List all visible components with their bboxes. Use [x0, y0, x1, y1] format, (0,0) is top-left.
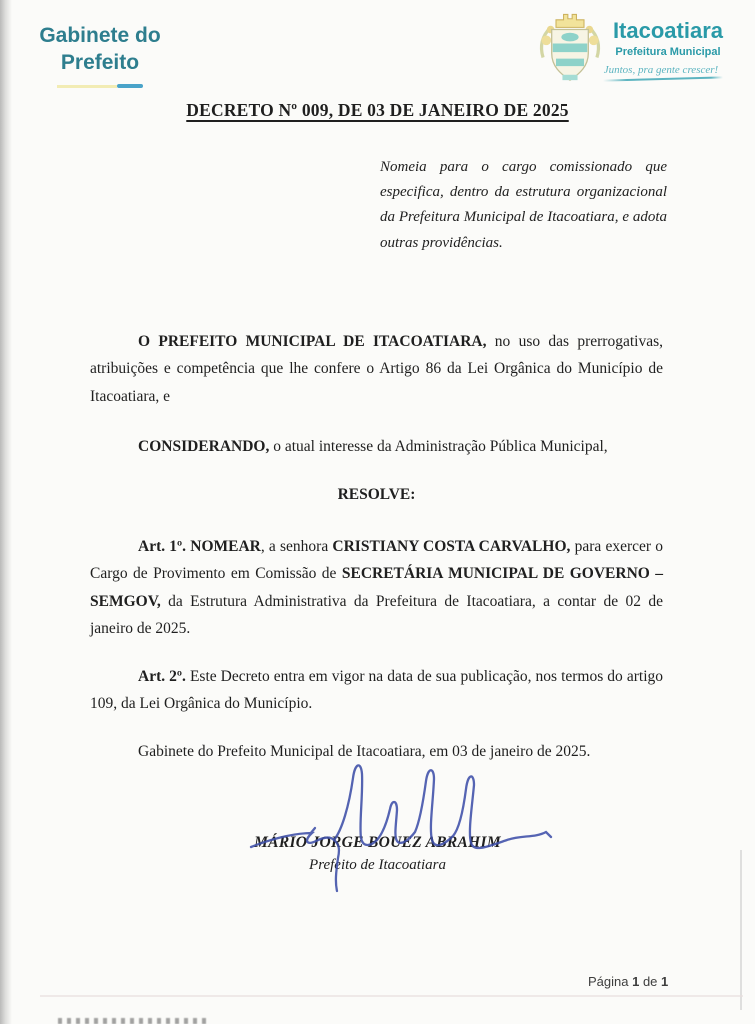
page-number-current: 1 [632, 974, 640, 989]
coat-of-arms-icon [531, 8, 609, 92]
accent-yellow-bar [57, 85, 117, 88]
office-name-line2: Prefeito [60, 51, 140, 75]
article-2-number: Art. 2º. [138, 667, 186, 685]
article-1-paragraph [90, 533, 663, 643]
municipal-logo [531, 8, 723, 92]
page-number-of: de [639, 974, 662, 989]
considering-paragraph [90, 433, 663, 461]
cropped-text-artifact [58, 1018, 208, 1024]
logo-text [603, 18, 723, 80]
preamble-text: no uso das prerrogativas, atribuições e competência que lhe confere o Artigo 86 da Lei Orgânica do Município de Itacoatiara, e [90, 332, 663, 405]
article-1-appointee-name: CRISTIANY COSTA CARVALHO, [332, 537, 571, 555]
logo-city-name: Itacoatiara [612, 18, 723, 43]
logo-slogan: Juntos, pra gente crescer! [603, 64, 719, 76]
slogan-underline [603, 76, 723, 81]
office-accent-underline [57, 84, 143, 88]
page-number-label: Página [588, 974, 633, 989]
signature-role: Prefeito de Itacoatiara [309, 857, 446, 873]
office-header [26, 22, 174, 88]
page-number-total: 1 [661, 974, 669, 989]
article-1-text-a: , a senhora [260, 537, 333, 555]
preamble-bold: O PREFEITO MUNICIPAL DE ITACOATIARA, [138, 332, 487, 350]
signature-name: MÁRIO JORGE BOUEZ ABRAHIM [254, 834, 501, 851]
article-1-position: SECRETÁRIA MUNICIPAL DE GOVERNO – SEMGOV, [90, 565, 663, 610]
article-1-number: Art. 1º. NOMEAR [138, 537, 261, 555]
footer-rule [40, 995, 743, 997]
document-title: DECRETO Nº 009, DE 03 DE JANEIRO DE 2025 [186, 100, 569, 120]
resolve-heading: RESOLVE: [337, 485, 416, 503]
considering-bold: CONSIDERANDO, [138, 437, 270, 455]
scan-edge-right [740, 850, 742, 1010]
office-name-line1: Gabinete do [39, 24, 161, 47]
article-2-text: Este Decreto entra em vigor na data de sua publicação, nos termos do artigo 109, da Lei Orgânica do Município. [90, 667, 664, 713]
preamble-paragraph [90, 328, 663, 411]
page-number [588, 974, 668, 989]
signature-ink [248, 748, 554, 900]
closing-line: Gabinete do Prefeito Municipal de Itacoatiara, em 03 de janeiro de 2025. [138, 742, 591, 760]
decree-summary: Nomeia para o cargo comissionado que especifica, dentro da estrutura organizacional da Prefeitura Municipal de Itacoatiara, e adota outras providências. [380, 159, 667, 251]
article-1-text-c: da Estrutura Administrativa da Prefeitura de Itacoatiara, a contar de 02 de janeiro de 2025. [90, 592, 663, 638]
accent-blue-bar [117, 84, 143, 88]
article-1-text-b: para exercer o Cargo de Provimento em Comissão de [90, 537, 663, 583]
article-2-paragraph [90, 663, 663, 718]
logo-subtitle: Prefeitura Municipal [615, 46, 721, 58]
considering-text: o atual interesse da Administração Pública Municipal, [269, 437, 608, 455]
